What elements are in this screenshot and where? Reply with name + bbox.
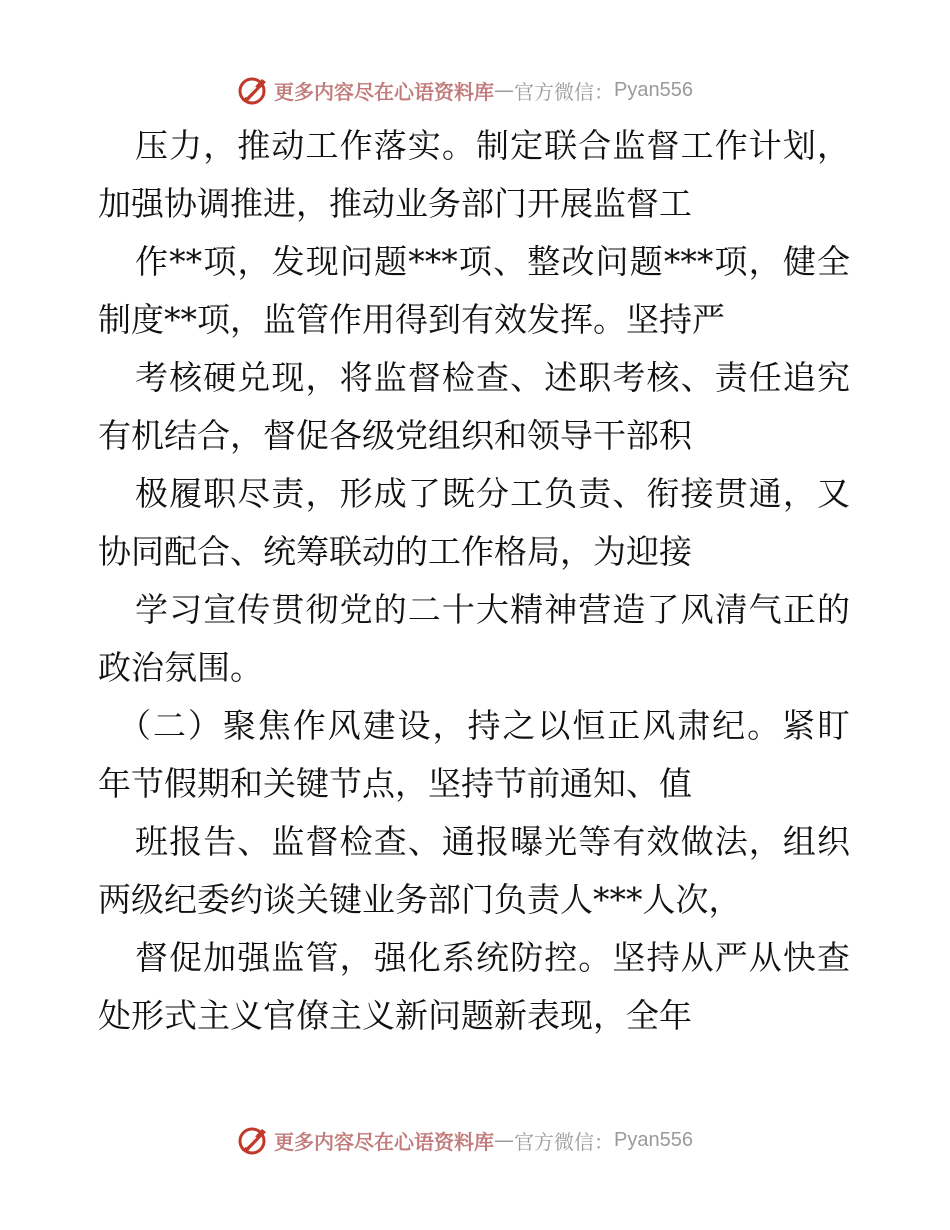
section-heading-line: （二）聚焦作风建设，持之以恒正风肃纪。紧盯	[118, 706, 850, 745]
body-line: 处形式主义官僚主义新问题新表现，全年	[98, 996, 692, 1035]
footer-watermark-banner	[236, 1122, 693, 1158]
quill-logo-icon	[236, 1123, 270, 1157]
banner-wechat-label: 官方微信：	[514, 79, 614, 104]
body-line: 督促加强监管，强化系统防控。坚持从严从快查	[135, 938, 850, 977]
body-line: 政治氛围。	[98, 648, 263, 687]
banner-promo-text: 更多内容尽在心语资料库	[274, 79, 494, 104]
banner-promo-text: 更多内容尽在心语资料库	[274, 1129, 494, 1154]
quill-logo-icon	[236, 73, 270, 107]
banner-wechat-label: 官方微信：	[514, 1129, 614, 1154]
banner-separator: —	[494, 78, 514, 102]
banner-separator: —	[494, 1128, 514, 1152]
body-line: 制度**项，监管作用得到有效发挥。坚持严	[98, 300, 725, 339]
body-line: 年节假期和关键节点，坚持节前通知、值	[98, 764, 692, 803]
banner-wechat-id: Pyan556	[614, 1128, 693, 1151]
body-line: 压力，推动工作落实。制定联合监督工作计划，	[135, 126, 850, 165]
body-line: 协同配合、统筹联动的工作格局，为迎接	[98, 532, 692, 571]
body-line: 学习宣传贯彻党的二十大精神营造了风清气正的	[135, 590, 850, 629]
body-line: 班报告、监督检查、通报曝光等有效做法，组织	[135, 822, 850, 861]
header-watermark-banner	[236, 72, 693, 108]
body-line: 极履职尽责，形成了既分工负责、衔接贯通，又	[135, 474, 850, 513]
body-line: 考核硬兑现，将监督检查、述职考核、责任追究	[135, 358, 850, 397]
body-line: 加强协调推进，推动业务部门开展监督工	[98, 184, 692, 223]
body-line: 有机结合，督促各级党组织和领导干部积	[98, 416, 692, 455]
body-line: 作**项，发现问题***项、整改问题***项，健全	[135, 242, 850, 281]
body-line: 两级纪委约谈关键业务部门负责人***人次，	[98, 880, 742, 919]
banner-wechat-id: Pyan556	[614, 78, 693, 101]
